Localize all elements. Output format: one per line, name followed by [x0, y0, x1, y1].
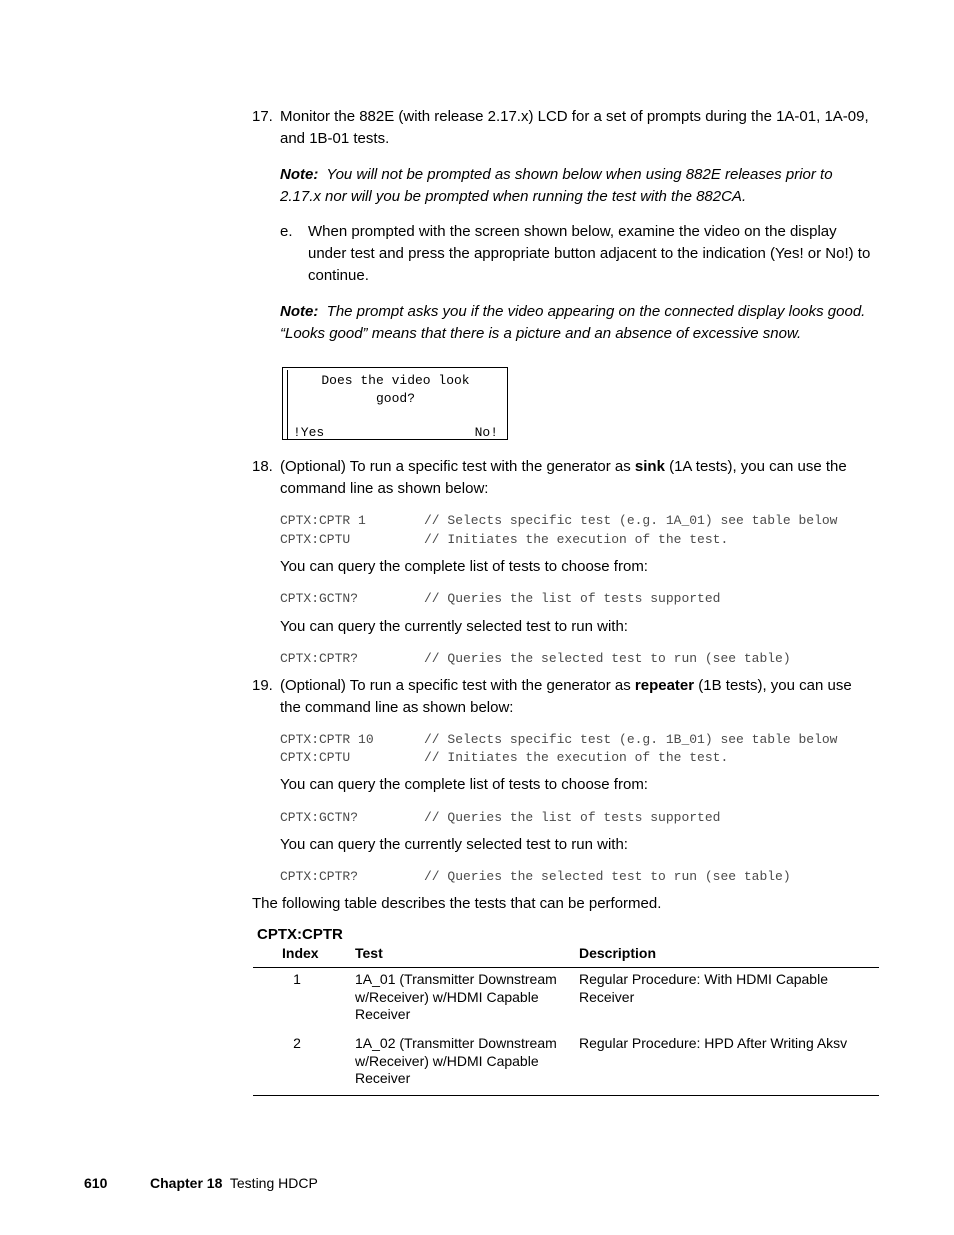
table-header-rule — [253, 967, 879, 968]
cell-index: 2 — [293, 1035, 301, 1051]
lcd-screen — [282, 367, 508, 440]
note-text: The prompt asks you if the video appearing on the connected display looks good. “Looks good” means that there is a picture and an absence of excessive snow. — [280, 303, 866, 342]
keyword: repeater — [634, 677, 695, 694]
code-comment: // Selects specific test (e.g. 1B_01) see table below — [424, 732, 838, 747]
step-text: Monitor the 882E (with release 2.17.x) LCD for a set of prompts during the 1A-01, 1A-09, and 1B-01 tests. — [280, 108, 869, 147]
note — [280, 164, 872, 208]
table-intro: The following table describes the tests that can be performed. — [252, 895, 662, 912]
lcd-prompt-line: good? — [375, 391, 415, 406]
code-command: CPTX:CPTU — [280, 750, 351, 765]
step-text: (Optional) To run a specific test with the generator as repeater (1B tests), you can use the command line as shown below: — [280, 677, 852, 716]
body-text: You can query the complete list of tests to choose from: — [280, 776, 648, 793]
code-comment: // Queries the list of tests supported — [424, 810, 721, 825]
cell-description: Regular Procedure: With HDMI Capable Receiver — [579, 971, 828, 1005]
lcd-prompt-line: Does the video look — [321, 373, 470, 388]
code-comment: // Selects specific test (e.g. 1A_01) see table below — [424, 513, 838, 528]
substep-text: When prompted with the screen shown below, examine the video on the display under test and press the appropriate button adjacent to the indication (Yes! or No!) to continue. — [308, 223, 871, 284]
cell-test: 1A_01 (Transmitter Downstream w/Receiver) w/HDMI Capable Receiver — [355, 971, 557, 1022]
code-command: CPTX:CPTU — [280, 532, 351, 547]
step-number: 18. — [252, 458, 273, 475]
table-title: CPTX:CPTR — [257, 926, 343, 943]
code-comment: // Queries the list of tests supported — [424, 591, 721, 606]
page-number: 610 — [84, 1175, 108, 1191]
column-header-test: Test — [355, 945, 383, 961]
code-comment: // Queries the selected test to run (see table) — [424, 651, 791, 666]
lcd-yes-option: !Yes — [293, 425, 325, 440]
note-label: Note: — [280, 166, 319, 183]
body-text: You can query the currently selected test to run with: — [280, 836, 628, 853]
lcd-no-option: No! — [474, 425, 498, 440]
cell-test: 1A_02 (Transmitter Downstream w/Receiver) w/HDMI Capable Receiver — [355, 1035, 557, 1086]
cell-index: 1 — [293, 971, 301, 987]
code-command: CPTX:CPTR? — [280, 869, 359, 884]
column-header-description: Description — [579, 945, 657, 961]
running-footer — [150, 1172, 318, 1194]
substep-letter: e. — [280, 223, 293, 240]
note-text: You will not be prompted as shown below when using 882E releases prior to 2.17.x nor will you be prompted when running the test with the 882CA. — [280, 166, 833, 205]
chapter-title: Testing HDCP — [229, 1175, 318, 1191]
cell-description: Regular Procedure: HPD After Writing Aksv — [579, 1035, 848, 1051]
table-bottom-rule — [253, 1095, 879, 1096]
column-header-index: Index — [282, 945, 319, 961]
body-text: You can query the currently selected test to run with: — [280, 618, 628, 635]
lcd-prompt — [288, 372, 503, 408]
code-command: CPTX:CPTR 1 — [280, 513, 366, 528]
note-label: Note: — [280, 303, 319, 320]
step-text: (Optional) To run a specific test with the generator as sink (1A tests), you can use the command line as shown below: — [280, 458, 847, 497]
code-comment: // Initiates the execution of the test. — [424, 532, 729, 547]
step-number: 17. — [252, 108, 273, 125]
step-number: 19. — [252, 677, 273, 694]
note — [280, 301, 876, 345]
code-command: CPTX:GCTN? — [280, 591, 359, 606]
code-comment: // Queries the selected test to run (see table) — [424, 869, 791, 884]
code-command: CPTX:CPTR 10 — [280, 732, 374, 747]
keyword: sink — [634, 458, 665, 475]
code-comment: // Initiates the execution of the test. — [424, 750, 729, 765]
lcd-display — [287, 370, 503, 439]
chapter-label: Chapter 18 — [150, 1175, 223, 1191]
body-text: You can query the complete list of tests to choose from: — [280, 558, 648, 575]
code-command: CPTX:GCTN? — [280, 810, 359, 825]
code-command: CPTX:CPTR? — [280, 651, 359, 666]
